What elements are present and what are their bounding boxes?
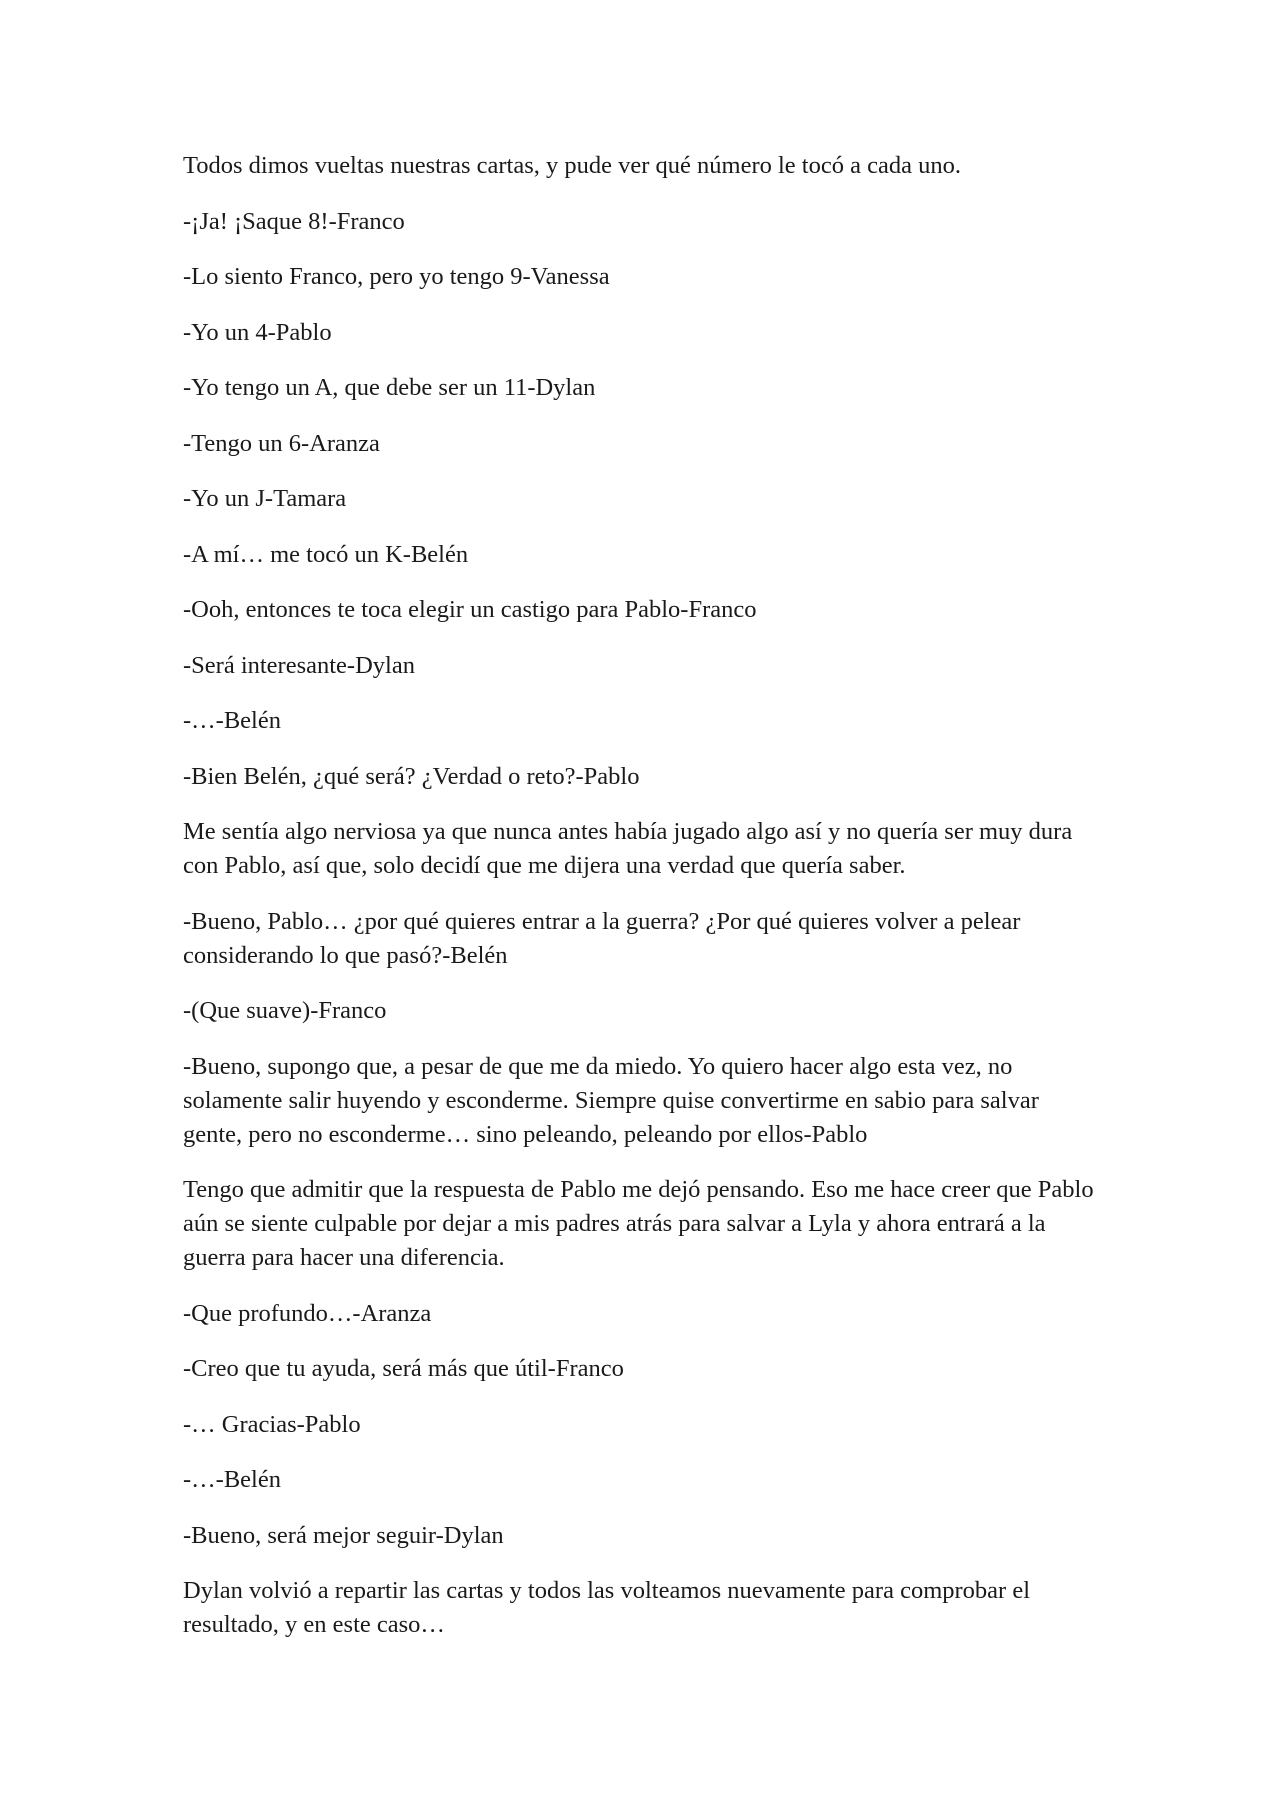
paragraph: -Lo siento Franco, pero yo tengo 9-Vanessa: [183, 263, 610, 290]
paragraph: -Yo un 4-Pablo: [183, 318, 332, 346]
paragraph: -Yo un J-Tamara: [183, 485, 347, 512]
paragraph: -Bueno, Pablo… ¿por qué quieres entrar a la guerra? ¿Por qué quieres volver a pelear considerando lo que pasó?-Belén: [183, 907, 1021, 969]
paragraph: -Creo que tu ayuda, será más que útil-Franco: [183, 1355, 624, 1382]
paragraph: -Bien Belén, ¿qué será? ¿Verdad o reto?-Pablo: [183, 762, 640, 790]
paragraph: -… Gracias-Pablo: [183, 1410, 361, 1438]
paragraph: -…-Belén: [183, 1466, 281, 1493]
paragraph: -A mí… me tocó un K-Belén: [183, 540, 469, 568]
paragraph: -Ooh, entonces te toca elegir un castigo para Pablo-Franco: [183, 596, 757, 623]
paragraph: Dylan volvió a repartir las cartas y todos las volteamos nuevamente para comprobar el resultado, y en este caso…: [183, 1577, 1030, 1638]
paragraph: -Que profundo…-Aranza: [183, 1299, 432, 1327]
paragraph: -Bueno, supongo que, a pesar de que me da miedo. Yo quiero hacer algo esta vez, no solamente salir huyendo y esconderme. Siempre quise convertirme en sabio para salvar gente, pero no esconderme… sino peleando, peleando por ellos-Pablo: [183, 1052, 1039, 1148]
paragraph: -¡Ja! ¡Saque 8!-Franco: [183, 207, 405, 235]
paragraph: Me sentía algo nerviosa ya que nunca antes había jugado algo así y no quería ser muy dura con Pablo, así que, solo decidí que me dijera una verdad que quería saber.: [183, 818, 1073, 879]
paragraph: Tengo que admitir que la respuesta de Pablo me dejó pensando. Eso me hace creer que Pablo aún se siente culpable por dejar a mis padres atrás para salvar a Lyla y ahora entrará a la guerra para hacer una diferencia.: [183, 1176, 1094, 1271]
paragraph: -Bueno, será mejor seguir-Dylan: [183, 1521, 504, 1549]
paragraph: -Tengo un 6-Aranza: [183, 429, 380, 457]
paragraph: -Será interesante-Dylan: [183, 651, 415, 679]
paragraph: -(Que suave)-Franco: [183, 997, 387, 1024]
text-body: [183, 149, 1095, 1664]
paragraph: -…-Belén: [183, 707, 281, 734]
paragraph: Todos dimos vueltas nuestras cartas, y pude ver qué número le tocó a cada uno.: [183, 152, 961, 179]
paragraph: -Yo tengo un A, que debe ser un 11-Dylan: [183, 374, 596, 401]
